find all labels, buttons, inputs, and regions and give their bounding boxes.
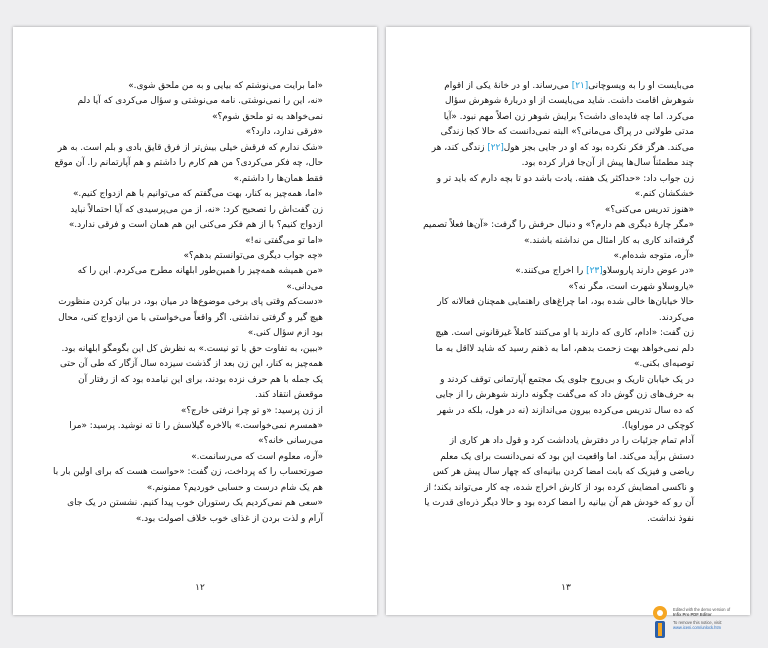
text-line: مدتی طولانی در پراگ می‌مانی؟» البته نمی‌دانست که حالا کجا زندگی: [440, 127, 694, 138]
infix-watermark: [649, 605, 747, 639]
text-line: موقعش انتقاد کند.: [255, 390, 323, 401]
text-line: «سعی هم نمی‌کردیم یک رستوران خوب پیدا کنیم. نشستن در یک جای: [67, 498, 323, 509]
text-line: «شک ندارم که فرقش خیلی بیش‌تر از فرق قایق بادی و بلم است. به هر: [57, 142, 323, 153]
page-left: [13, 27, 377, 615]
text-line: در یک خیابان تاریک و بی‌روح جلوی یک مجتمع آپارتمانی توقف کردند و: [440, 374, 694, 385]
text-line: آدام تمام جزئیات را در دفترش یادداشت کرد و قول داد هر کاری از: [449, 436, 694, 447]
text-line: «همسرم نمی‌خواست.» بالاخره گیلاسش را تا ته نوشید. پرسید: «مرا: [69, 420, 323, 431]
watermark-text: [673, 607, 747, 630]
text-line: «ببین، به تفاوت حق با تو نیست.» به نظرش کل این بگومگو ابلهانه بود.: [61, 343, 323, 354]
text-line: بود ازم سؤال کنی.»: [247, 328, 323, 339]
text-line: نمی‌خواهد به تو ملحق شوم؟»: [212, 111, 323, 122]
text-line: توصیه‌ای بکنی.»: [634, 359, 694, 370]
footnote-ref[interactable]: [۲۱]: [571, 81, 589, 91]
text-line: می‌بایست او را به ویسوچانی[۲۱] می‌رساند. او در خانهٔ یکی از اقوام: [444, 81, 694, 91]
text-line: از زن پرسید: «و تو چرا نرفتی خارج؟»: [180, 405, 323, 416]
text-line: آن رو که خودش هم آن بیانیه را امضا کرده بود و حالا دیگر ذره‌ای قدرت یا: [424, 498, 694, 509]
right-page-number: ۱۳: [561, 583, 571, 593]
text-line: «هنوز تدریس می‌کنی؟»: [604, 204, 694, 215]
text-line: صورتحساب را که پرداخت، زن گفت: «حواست هست که برای اولین بار با: [53, 467, 323, 478]
text-line: «یاروسلاو شهرت است، مگر نه؟»: [568, 281, 694, 292]
text-line: هم یک شام درست و حسابی خوردیم؟ ممنونم.»: [146, 482, 323, 493]
text-line: فقط همان‌ها را داشتم.»: [233, 173, 323, 184]
text-line: که ده سال تدریس می‌کرده بیرون می‌اندازند (نه در هول، بلکه در شهر: [437, 405, 694, 416]
watermark-link[interactable]: www.iceni.com/unlock.htm: [673, 625, 722, 630]
text-line: «آره، معلوم است که می‌رسانمت.»: [191, 451, 323, 462]
text-line: «چه جواب دیگری می‌توانستم بدهم؟»: [183, 250, 323, 261]
text-line: حال، چه فکر می‌کردی؟ من هم کارم را داشتم و هم آپارتمانم را. آن موقع: [54, 158, 323, 169]
text-line: «آره، متوجه شده‌ام.»: [613, 250, 694, 261]
text-line: زن جواب داد: «حداکثر یک هفته. یادت باشد دو تا بچه دارم که باید تر و: [436, 173, 694, 184]
text-line: می‌دانی.»: [286, 281, 323, 292]
text-line: آرام و لذت بردن از غذای خوب خلاف اصولت بود.»: [135, 513, 323, 524]
page-right: [386, 27, 750, 630]
text-line: کوچکی در موراویا).: [621, 420, 694, 431]
footnote-ref[interactable]: [۲۳]: [586, 266, 603, 277]
text-line: حالا خیابان‌ها خالی شده بود، اما چراغ‌های راهنمایی همچنان فعالانه کار: [437, 297, 694, 308]
footnote-ref[interactable]: [۲۲]: [487, 142, 504, 153]
text-line: «اما، همه‌چیز به کنار، بهت می‌گفتم که می‌توانیم با هم ازدواج کنیم.»: [73, 189, 323, 200]
text-line: «مگر چارهٔ دیگری هم دارم؟» و دنبال حرفش را گرفت: «آن‌ها فعلاً تصمیم: [423, 220, 694, 231]
text-line: ازدواج کنیم؟ با از هم فکر می‌کنی این هم همان است و فرقی ندارد.»: [68, 220, 323, 231]
infix-logo-icon: [649, 605, 671, 639]
watermark-line-1: Edited with the demo version of: [673, 607, 731, 612]
text-line: «نه، این را نمی‌نوشتی. نامه می‌نوشتی و سؤال می‌کردی که آیا دلم: [77, 96, 323, 107]
text-line: چند مطمئناً سال‌ها پیش از آن‌جا فرار کرده بود.: [521, 158, 694, 169]
text-line: می‌کند. هرگز فکر نکرده بود که او در جایی بجز هول[۲۲] زندگی کند، هر: [431, 142, 694, 153]
text-line: می‌کرد. اما چه فایده‌ای داشت؟ برایش شوهر زن اصلاً مهم نبود. «آیا: [443, 111, 694, 122]
right-page-text: [423, 79, 694, 527]
left-page-number: ۱۲: [195, 583, 205, 593]
text-line: «فرقی ندارد، دارد؟»: [245, 127, 323, 138]
watermark-line-2: Infix Pro PDF Editor: [673, 612, 712, 617]
text-line: شوهرش اقامت داشت. شاید می‌بایست از او دربارهٔ شوهرش سؤال: [444, 96, 694, 107]
text-line: دلم نمی‌خواهد بهت زحمت بدهم، اما به ذهنم رسید که شاید لااقل به ما: [435, 343, 694, 354]
text-line: می‌رسانی خانه؟»: [258, 436, 323, 447]
text-line: هیچ گیر و گرفتی نداشتی. اگر واقعاً می‌خواستی با من ازدواج کنی، محال: [58, 312, 323, 323]
text-line: «دست‌کم وقتی پای برخی موضوع‌ها در میان بود، در بیان کردن منظورت: [58, 297, 323, 308]
text-line: به حرف‌های زن گوش داد که می‌گفت چگونه دارند شوهرش را از جایی: [435, 390, 694, 401]
left-page-text: [53, 79, 323, 527]
watermark-line-3: To remove this notice, visit:: [673, 620, 723, 625]
text-line: «در عوض دارند پاروسلاو[۲۳] را اخراج می‌کنند.»: [515, 266, 694, 277]
text-line: زن گفت‌اش را تصحیح کرد: «نه، از من می‌پرسیدی که آیا احتمالاً نباید: [70, 204, 323, 215]
text-line: یک جمله با هم حرف نزده بودند، برای این نیامده بود که از رفتار آن: [78, 374, 323, 385]
text-line: نفوذ نداشت.: [647, 513, 694, 524]
text-line: می‌کردند.: [658, 312, 694, 323]
text-line: «اما تو می‌گفتی نه!»: [244, 235, 323, 246]
text-line: و ناکسی امضایش کرده بود از کارش اخراج شده، چه کار می‌تواند بکند؛ از: [424, 482, 694, 493]
text-line: زن گفت: «ادام، کاری که دارند با او می‌کنند کاملاً غیرقانونی است. هیچ: [435, 328, 694, 339]
text-line: همه‌چیز به کنار، این زن بعد از گذشت سیزده سال آزگار که طی آن حتی: [60, 359, 323, 370]
text-line: گرفته‌اند کاری به کار امثال من نداشته باشند.»: [524, 235, 694, 246]
text-line: «اما برایت می‌نوشتم که بیایی و به من ملحق شوی.»: [128, 81, 323, 91]
text-line: خشکشان کنم.»: [634, 189, 694, 200]
text-line: ریاضی و فیزیک که بابت امضا کردن بیانیه‌ای که چهار سال پیش هر کس: [432, 467, 694, 478]
text-line: «من همیشه همه‌چیز را همین‌طور ابلهانه مطرح می‌کردم. این را که: [77, 266, 323, 277]
text-line: دستش برآید می‌کند. اما واقعیت این بود که نمی‌دانست برای یک معلم: [440, 451, 694, 462]
